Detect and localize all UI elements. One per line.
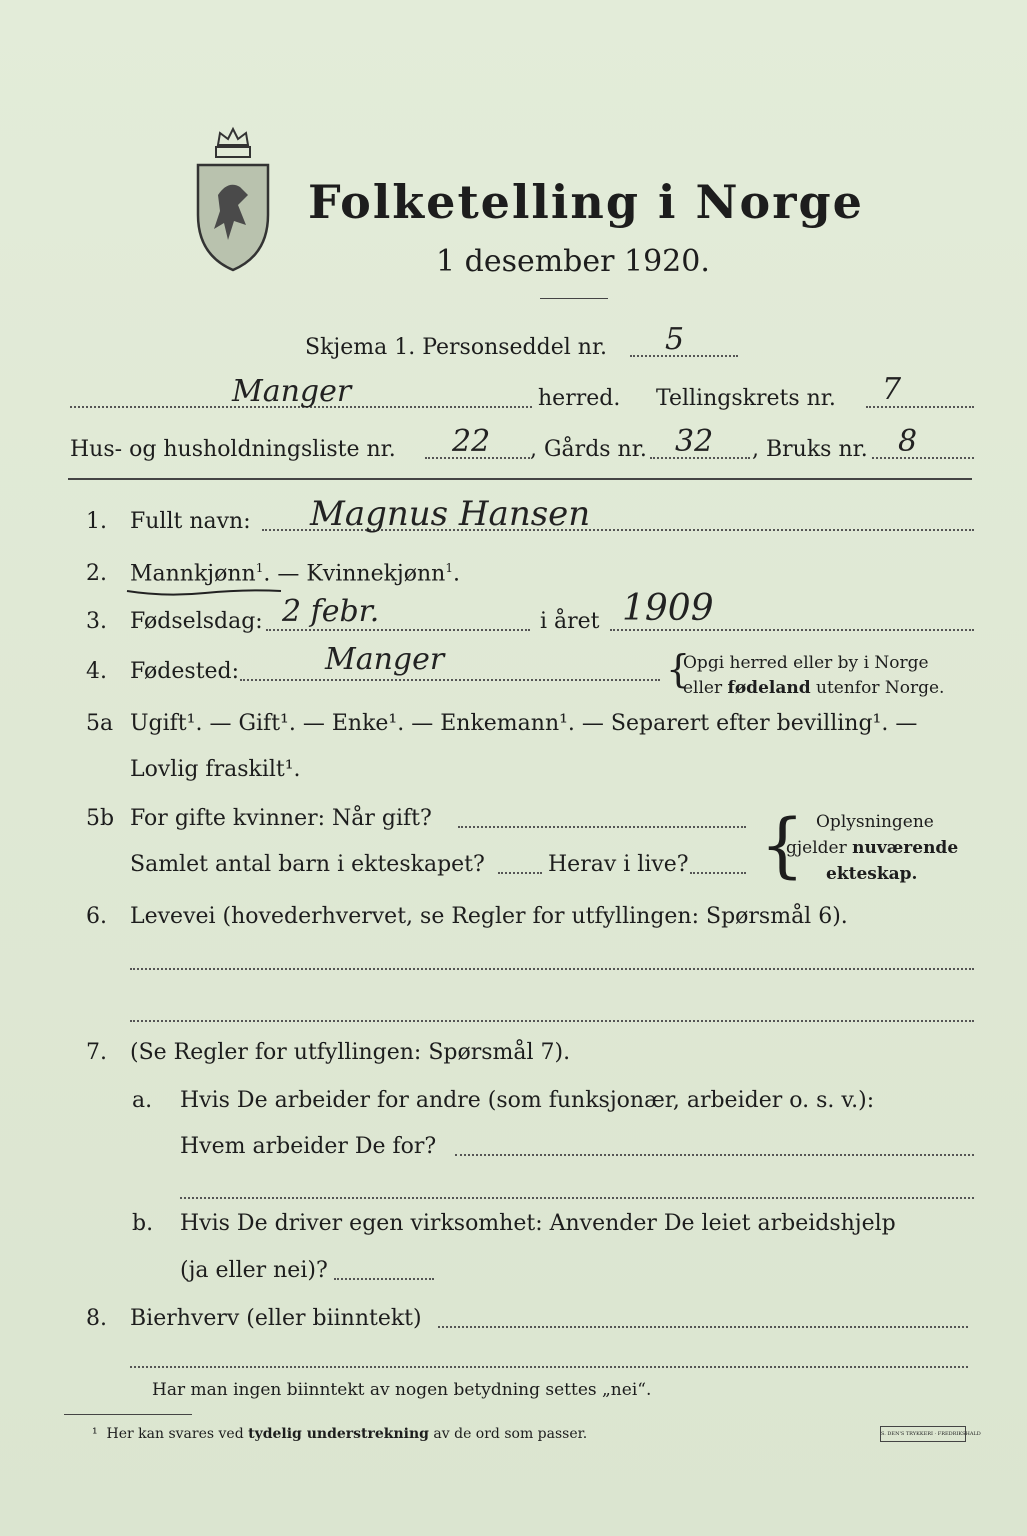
q5b-number: 5b [86,806,115,831]
q7a-number: a. [132,1088,153,1113]
q7a-line1: Hvis De arbeider for andre (som funksjonær, arbeider o. s. v.): [180,1088,875,1113]
q7a-line2: Hvem arbeider De for? [180,1134,437,1159]
hus-label: Hus- og husholdningsliste nr. [70,437,396,462]
tellingskrets-label: Tellingskrets nr. [656,386,836,411]
q8-line-2 [130,1366,968,1368]
bruks-value: 8 [898,424,918,459]
q5b-alive-line [690,872,746,874]
hus-value: 22 [452,424,491,459]
printer-stamp: S. DEN'S TRYKKERI · FREDRIKSHALD [880,1426,966,1442]
form-title: Folketelling i Norge [308,175,864,229]
herred-value: Manger [232,374,352,409]
q3-value: 2 febr. [282,594,380,629]
q3-year-line [610,629,974,631]
q5a-line2: Lovlig fraskilt¹. [130,757,301,782]
q7-label: (Se Regler for utfyllingen: Spørsmål 7). [130,1040,571,1065]
footnote: ¹ Her kan svares ved tydelig understrekning av de ord som passer. [92,1426,588,1442]
gards-value: 32 [675,424,714,459]
form-date: 1 desember 1920. [436,244,710,279]
header-separator [68,478,972,480]
bruks-label: , Bruks nr. [752,437,868,462]
q8-number: 8. [86,1306,107,1331]
divider [540,298,608,299]
q2-options: Mannkjønn$^1$. — Kvinnekjønn$^1$. [130,561,460,587]
footnote-divider [64,1414,192,1415]
q1-number: 1. [86,509,107,534]
gards-label: , Gårds nr. [530,437,647,462]
q5b-alive: Herav i live? [548,852,689,877]
q8-label: Bierhverv (eller biinntekt) [130,1306,422,1331]
q5b-children: Samlet antal barn i ekteskapet? [130,852,485,877]
bruks-line [872,457,974,459]
q7b-line [334,1278,434,1280]
herred-label: herred. [538,386,621,411]
q8-line [438,1326,968,1328]
q5b-when-line [458,826,746,828]
q1-label: Fullt navn: [130,509,251,534]
q4-label: Fødested: [130,659,240,684]
q7b-line1: Hvis De driver egen virksomhet: Anvender De leiet arbeidshjelp [180,1211,896,1236]
q7a-line [455,1154,974,1156]
q5b-note-3: ekteskap. [826,864,918,884]
q3-year-label: i året [540,609,600,634]
q3-line [266,629,530,631]
q5a-number: 5a [86,711,114,736]
q3-number: 3. [86,609,107,634]
q2-kvinne: Kvinnekjønn [306,561,446,587]
q5a-line1: Ugift¹. — Gift¹. — Enke¹. — Enkemann¹. — Separert efter bevilling¹. — [130,711,918,736]
q5b-note-2: gjelder nuværende [786,838,959,858]
q3-year-value: 1909 [622,588,714,629]
q4-note-1: Opgi herred eller by i Norge [683,653,929,673]
q6-line-1 [130,968,974,970]
mann-underline [125,585,285,599]
q1-value: Magnus Hansen [310,494,591,534]
q4-line [240,679,660,681]
q2-mann: Mannkjønn [130,561,256,587]
q7a-line-2 [180,1197,974,1199]
q6-label: Levevei (hovederhvervet, se Regler for utfyllingen: Spørsmål 6). [130,904,848,929]
q4-value: Manger [325,642,445,677]
q6-number: 6. [86,904,107,929]
q5b-note-1: Oplysningene [816,812,934,832]
q5b-line1: For gifte kvinner: Når gift? [130,806,432,831]
q7-number: 7. [86,1040,107,1065]
footer-note: Har man ingen biinntekt av nogen betydning settes „nei“. [152,1380,652,1400]
q4-note-2: eller fødeland utenfor Norge. [683,678,945,698]
tellingskrets-value: 7 [882,372,902,407]
census-form: Folketelling i Norge 1 desember 1920. Skjema 1. Personseddel nr. 5 Manger herred. Tellingskrets nr. 7 Hus- og husholdningsliste nr. 22 , Gårds nr. 32 , Bruks nr. 8 1. Fullt navn: Magnus Hansen 2. Mannkjønn$^1$. — Kvinnekjønn$^1$. 3. Fødselsdag: 2 febr. i året 1909 4. Fødested: Manger { Opgi herred eller by i Norge eller fødeland utenfor Norge. 5a Ugift¹. — Gift¹. — Enke¹. — Enkemann¹. — Separert efter bevilling¹. — Lovlig fraskilt¹. 5b For gifte kvinner: Når gift? Samlet antal barn i ekteskapet? Herav i live? { Oplysningene gjelder nuværende ekteskap. 6. Levevei (hovederhvervet, se Regler for utfyllingen: Spørsmål 6). 7. (Se Regler for utfyllingen: Spørsmål 7). a. Hvis De arbeider for andre (som funksjonær, arbeider o. s. v.): Hvem arbeider De for? b. Hvis De driver egen virksomhet: Anvender De leiet arbeidshjelp (ja eller nei)? 8. Bierhverv (eller biinntekt) Har man ingen biinntekt av nogen betydning settes „nei“. ¹ Her kan svares ved tydelig understrekning av de ord som passer. S. DEN'S TRYKKERI · FREDRIKSHALD [0,0,1027,1536]
q7b-number: b. [132,1211,154,1236]
q2-number: 2. [86,561,107,586]
q7b-line2: (ja eller nei)? [180,1258,328,1283]
q4-number: 4. [86,659,107,684]
personseddel-value: 5 [665,322,685,357]
schema-label: Skjema 1. Personseddel nr. [305,335,608,360]
q3-label: Fødselsdag: [130,609,263,634]
coat-of-arms-icon [188,125,278,275]
q5b-children-line [498,872,542,874]
q6-line-2 [130,1020,974,1022]
